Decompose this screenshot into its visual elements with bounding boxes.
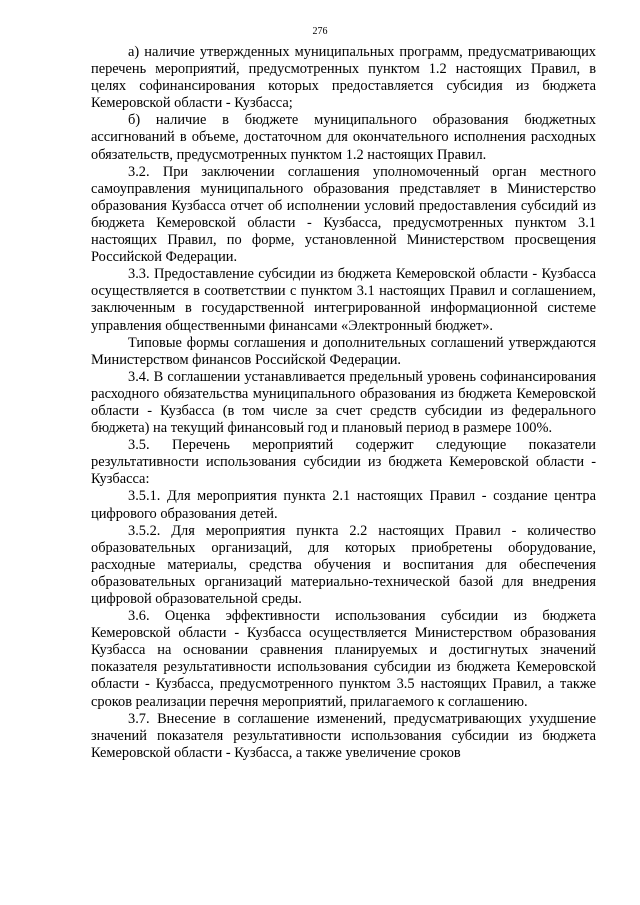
paragraph-3-3: 3.3. Предоставление субсидии из бюджета Кемеровской области - Кузбасса осуществляется в соответствии с пунктом 3.1 настоящих Правил и соглашением, заключенным в государственной интегрированной информационной системе управления общественными финансами «Электронный бюджет».: [91, 266, 596, 334]
paragraph-3-2: 3.2. При заключении соглашения уполномоченный орган местного самоуправления муниципального образования представляет в Министерство образования Кузбасса отчет об исполнении условий предоставления субсидий из бюджета Кемеровской области - Кузбасса, предусмотренных пунктом 3.1 настоящих Правил, по форме, установленной Министерством просвещения Российской Федерации.: [91, 163, 596, 266]
document-body: [91, 44, 596, 762]
paragraph-3-1-a: а) наличие утвержденных муниципальных программ, предусматривающих перечень мероприятий, предусмотренных пунктом 1.2 настоящих Правил, в целях софинансирования которых предоставляется субсидия из бюджета Кемеровской области - Кузбасса;: [91, 44, 596, 112]
paragraph-3-1-b: б) наличие в бюджете муниципального образования бюджетных ассигнований в объеме, достаточном для окончательного исполнения расходных обязательств, предусмотренных пунктом 1.2 настоящих Правил.: [91, 112, 596, 163]
page-number: 276: [312, 26, 328, 37]
paragraph-3-5-1: 3.5.1. Для мероприятия пункта 2.1 настоящих Правил - создание центра цифрового образования детей.: [91, 488, 596, 522]
paragraph-3-5: 3.5. Перечень мероприятий содержит следующие показатели результативности использования субсидии из бюджета Кемеровской области - Кузбасса:: [91, 437, 596, 488]
paragraph-3-7: 3.7. Внесение в соглашение изменений, предусматривающих ухудшение значений показателя результативности использования субсидии из бюджета Кемеровской области - Кузбасса, а также увеличение сроков: [91, 710, 596, 761]
paragraph-3-6: 3.6. Оценка эффективности использования субсидии из бюджета Кемеровской области - Кузбасса осуществляется Министерством образования Кузбасса на основании сравнения планируемых и достигнутых значений показателя результативности использования субсидии из бюджета Кемеровской области - Кузбасса, предусмотренного пунктом 3.5 настоящих Правил, а также сроков реализации перечня мероприятий, прилагаемого к соглашению.: [91, 608, 596, 710]
paragraph-3-4: 3.4. В соглашении устанавливается предельный уровень софинансирования расходного обязательства муниципального образования из бюджета Кемеровской области - Кузбасса (в том числе за счет средств субсидии из федерального бюджета) на текущий финансовый год и плановый период в размере 100%.: [91, 368, 596, 437]
paragraph-3-3-forms: Типовые формы соглашения и дополнительных соглашений утверждаются Министерством финансов Российской Федерации.: [91, 334, 596, 368]
paragraph-3-5-2: 3.5.2. Для мероприятия пункта 2.2 настоящих Правил - количество образовательных организаций, для которых приобретены оборудование, расходные материалы, средства обучения и воспитания для обеспечения образовательных организаций материально-технической базой для внедрения цифровой образовательной среды.: [91, 522, 596, 607]
